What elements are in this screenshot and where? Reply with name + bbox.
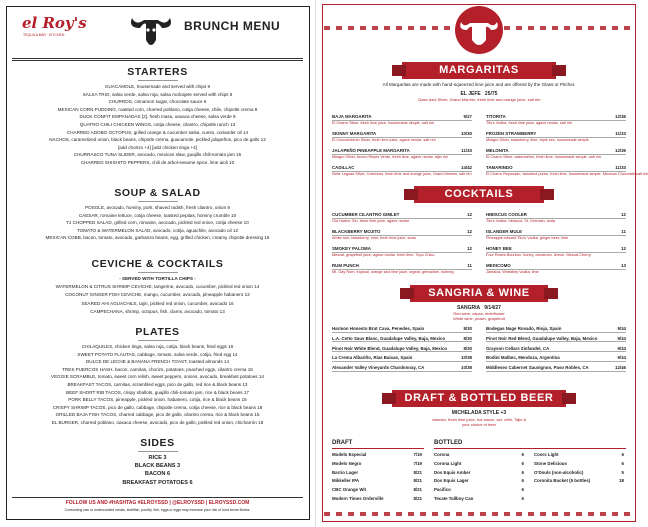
menu-item: SALSA TRIO, salsa verde, salsa roja, salsa molcajete served with chips 6 <box>82 91 233 97</box>
drink-name: Middlesex Cabernet Sauvignon, Paso Robles, CA <box>486 365 589 371</box>
drink-desc: Tito's Vodka, hibiscus, St. Germain, soda <box>486 219 555 223</box>
beer-name: Corona <box>434 452 450 457</box>
section-title: STARTERS <box>127 66 188 78</box>
menu-item: POSOLE, avocado, hominy, pork, shaved radish, fresh cilantro, onion 9 <box>85 205 230 210</box>
divider <box>434 448 626 449</box>
beer-price: 8/21 <box>413 487 422 493</box>
section-title: CEVICHE & COCKTAILS <box>91 258 224 270</box>
michelada-title: MICHELADA STYLE +3 <box>451 410 507 416</box>
beer-price: 8/21 <box>413 478 422 484</box>
menu-item: CHURRASCO TUNA SLIDER, avocado, mexican slaw, guajillo chili-tomato jam 15 <box>73 152 242 158</box>
beer-name: Corona Light <box>434 460 462 466</box>
drink-desc: Siete Leguas Silver, Cointreau, fresh lime and orange juice, Grand Marnier, salt rim <box>332 172 472 176</box>
divider <box>332 448 424 449</box>
brunch-menu-page <box>0 0 316 527</box>
drink-name: HIBISCUS COOLER <box>486 212 527 217</box>
cocktails-header: COCKTAILS <box>414 186 544 203</box>
drink-underline <box>486 351 626 352</box>
drink-underline <box>332 351 472 352</box>
menu-item: BREAKFAST POTATOES 6 <box>122 479 193 486</box>
section-title: SIDES <box>140 437 175 449</box>
drink-name: SKINNY MARGARITA <box>332 131 377 136</box>
drink-desc: El Conocimiento Silver, fresh lime juice, agave nectar, salt rim <box>332 138 436 142</box>
drink-name: RUM PUNCH <box>332 263 359 268</box>
menu-item: BEEF SHORT RIB TACOS, crispy shallots, guajillo chili-tomato jam, rice & black beans 17 <box>66 389 249 395</box>
menu-item: QUATRO CHILI CHICKEN WINGS, cotija cheese, cilantro, chipotle ranch 13 <box>79 122 236 127</box>
menu-item: NACHOS, caramelized onion, black beans, chipotle crema, guacamole, pickled jalapeños, pico de gallo 12 <box>49 137 266 143</box>
drink-name: L.A. Cetto Sauv Blanc, Guadalupe Valley, Baja, Mexico <box>332 335 446 341</box>
beer-price: 6 <box>521 496 524 501</box>
drink-underline <box>486 371 626 372</box>
drink-name: Pinot Noir White Blend, Guadalupe Valley, Baja, Mexico <box>332 345 448 351</box>
drink-price: 12 <box>467 246 472 251</box>
beer-name: Stone Delicious <box>534 460 567 466</box>
menu-item: CHILAQUILES, chicken tinga, salsa roja, cotija, black beans, fried eggs 16 <box>81 344 234 349</box>
menu-item: GRILLED BAJA FISH TACOS, charred cabbage, pico de gallo, cilantro crema, rice & black beans 15 <box>55 412 260 418</box>
section-subtitle: - SERVED WITH TORTILLA CHIPS - <box>119 276 196 281</box>
drink-underline <box>332 341 472 342</box>
drink-name: JALAPEÑO PINEAPPLE MARGARITA <box>332 148 410 153</box>
drink-price: 9/34 <box>617 355 626 361</box>
beer-name: Mikkeller IPA <box>332 478 360 484</box>
menu-item: CHARRED ADOBO OCTOPUS, grilled orange & cucumber salsa, cumin, coriander oil 14 <box>66 129 249 135</box>
beer-price: 6 <box>521 469 524 475</box>
drink-desc: Jamaica, Wheatley Vodka, lime <box>486 270 539 274</box>
drink-desc: El Charro Silver, watermelon, fresh lime, housemade simple, salt rim <box>486 155 602 159</box>
menu-item: SEARED AHI AGUACHILE, tajin, pickled red onion, cucumber, avocado 16 <box>81 300 234 306</box>
beer-price: 7/19 <box>413 460 422 466</box>
menu-item: CHURROS, cinnamon sugar, chocolate sauce 6 <box>108 99 207 105</box>
drink-name: Bodini Malbec, Mendoza, Argentina <box>486 355 560 361</box>
menu-item: TOMATO & WATERMELON SALAD, avocado, cotija, aguachile, avocado oil 12 <box>76 227 239 233</box>
michelada-desc: clamato, fresh lime juice, hot sauce, sal, chile, Tajin & your choice of beer <box>431 417 527 427</box>
section-underline <box>138 451 178 452</box>
beer-price: 6 <box>621 460 624 466</box>
section-title: SOUP & SALAD <box>114 187 201 199</box>
drink-underline <box>332 371 472 372</box>
drink-price: 12/36 <box>615 148 626 153</box>
section-underline <box>138 340 178 341</box>
sangria-header: SANGRIA & WINE <box>410 285 548 302</box>
drink-name: Alexander Valley Vineyards Chardonnay, CA <box>332 365 425 371</box>
beer-name: CBC Orange Wit <box>332 487 367 493</box>
beer-name: Modern Times Orderville <box>332 496 384 501</box>
drink-name: CADILLAC <box>332 165 355 170</box>
divider <box>12 497 303 498</box>
menu-item: COCONUT GINGER FISH CEVICHE, mango, cucumber, avocado, pineapple habanero 12 <box>65 292 250 298</box>
sangria-red-desc: Red wine, cacao, elderflower <box>453 311 505 316</box>
beer-price: 6 <box>521 478 524 484</box>
menu-item: BACON 6 <box>144 471 171 478</box>
beer-name: Coronita Bucket (5 bottles) <box>534 478 591 484</box>
menu-item: RICE 3 <box>148 455 167 461</box>
menu-item: WATERMELON & CITRUS SHRIMP CEVICHE, tangerine, avocado, cucumber, pickled red onion 14 <box>55 284 260 290</box>
drink-price: 11/33 <box>461 148 472 153</box>
skull-emblem-icon <box>444 4 514 56</box>
menu-item: CAESAR, romaine lettuce, cotija cheese, toasted pepitas, hominy crumble 10 <box>78 212 237 218</box>
drink-desc: El Charro Silver, fresh lime juice, housemade simple, salt rim <box>332 121 435 125</box>
beer-price: 6 <box>521 487 524 493</box>
drink-name: SMOKEY PALOMA <box>332 246 371 251</box>
drink-price: 10/30 <box>461 131 472 136</box>
margaritas-intro: All Margaritas are made with hand-squeezed lime juice and are offered by the Glass or Pitcher. <box>382 82 576 87</box>
decorative-pattern-bottom <box>324 512 634 516</box>
drink-desc: El Charro Reposado, tamarind puree, fresh lime, housemade simple, Mexican Chocolate salt rim <box>486 172 648 176</box>
brand-logo: el Roy's <box>22 14 87 32</box>
beer-price: 6 <box>521 452 524 457</box>
drink-price: 12 <box>467 229 472 234</box>
drink-name: MELONITA <box>486 148 509 153</box>
menu-item: CHARRED SHISHITO PEPPERS, chili de arbol-sesame spice, lime aioli 10 <box>80 160 235 165</box>
drink-price: 13 <box>621 263 626 268</box>
bull-skull-icon <box>128 10 174 52</box>
menu-item: MEXICAN COBB, bacon, tomato, avocado, garbanzo beans, egg, grilled chicken, creamy chipotle dressing 16 <box>45 235 270 241</box>
margaritas-header: MARGARITAS <box>402 62 556 79</box>
drink-desc: Milagro Silver, strawberry, lime, triple sec, housemade simple <box>486 138 589 142</box>
drink-price: 10/38 <box>461 365 472 371</box>
drink-name: Bodegas Nage Rosado, Rioja, Spain <box>486 326 562 331</box>
beer-price: 8/21 <box>413 496 422 501</box>
drink-price: 8/30 <box>463 326 472 331</box>
drink-name: CUCUMBER CILANTRO GIMLET <box>332 212 400 217</box>
beer-name: Dos Equis Lager <box>434 478 469 484</box>
drink-price: 9/34 <box>617 335 626 341</box>
beer-price: 6 <box>521 460 524 466</box>
beer-price: 7/19 <box>413 452 422 457</box>
drink-price: 8/30 <box>463 335 472 341</box>
menu-item: GUACAMOLE, housemade and served with chips 9 <box>104 84 211 89</box>
drink-desc: Old Harbor Gin, fresh lime juice, agave nectar <box>332 219 410 223</box>
drink-price: 11 <box>621 229 626 234</box>
menu-item: DULCE DE LECHE & BANANA FRENCH TOAST, toasted almonds 14 <box>85 359 230 365</box>
drink-underline <box>486 341 626 342</box>
drink-name: HONEY BEE <box>486 246 512 251</box>
drink-name: BAJA MARGARITA <box>332 114 372 119</box>
section-underline <box>138 80 178 81</box>
drink-name: Harmon Honesto Brut Cava, Penedes, Spain <box>332 326 425 331</box>
beer-name: Coors Light <box>534 452 559 457</box>
drink-underline <box>332 361 472 362</box>
drink-desc: Mt. Gay Rum, tropical, orange and lime juice, orgeat, grenadine, nutmeg <box>332 270 454 274</box>
drink-price: 9/34 <box>617 345 626 351</box>
sangria-white-desc: White wine, peach, grapefruit <box>453 316 505 321</box>
drink-price: 11 <box>467 263 472 268</box>
drink-desc: Tito's Vodka, fresh lime juice, agave nectar, salt rim <box>486 121 573 125</box>
brand-tagline: TEQUILA BAR · KITCHEN <box>23 33 65 37</box>
drinks-menu-page <box>318 0 648 527</box>
menu-item: DUCK CONFIT EMPANADAS [2], fresh masa, oaxaca cheese, salsa verde 9 <box>79 114 236 120</box>
drink-price: 12/36 <box>615 114 626 119</box>
menu-item: SWEET POTATO FLAUTAS, cabbage, tomato, salsa verde, cotija, fried egg 14 <box>77 351 238 357</box>
drink-underline <box>486 361 626 362</box>
drink-desc: Milagro Silver, Ancho Reyes Verde, fresh lime, agave nectar, tajin rim <box>332 155 449 159</box>
drink-price: 10/38 <box>461 355 472 361</box>
drink-price: 9/34 <box>617 326 626 331</box>
menu-item: TJ CHOPPED SALAD, grilled corn, romaine, avocado, pickled red onion, cotija cheese 10 <box>66 220 249 226</box>
beer-price: 5 <box>621 469 624 475</box>
beer-price: 8/21 <box>413 469 422 475</box>
drink-desc: Mezcal, grapefruit juice, agave nectar, fresh lime, Topo Chico <box>332 253 435 257</box>
drink-name: ISLANDER MULE <box>486 229 523 234</box>
beer-name: Tecate Tallboy Can <box>434 496 474 501</box>
drink-price: 12 <box>621 212 626 217</box>
feature-margarita-desc: Clase Azul Silver, Grand Marnier, fresh lime and orange juice, salt rim <box>417 97 541 102</box>
beer-name: Modelo Negro <box>332 460 362 466</box>
drink-desc: Pineapple-infused Tito's Vodka, ginger beer, lime <box>486 236 568 240</box>
section-underline <box>138 272 178 273</box>
menu-item: BLACK BEANS 3 <box>134 463 181 470</box>
drink-price: 12 <box>467 212 472 217</box>
drink-underline <box>486 332 626 333</box>
drink-underline <box>332 332 472 333</box>
menu-item: BREAKFAST TACOS, carnitas, scrambled eggs, pico de gallo, red rice & black beans 13 <box>67 382 248 387</box>
health-disclaimer: Consuming raw or undercooked meats, shellfish, poultry, fish, eggs or eggs may increase your risk of food borne illness. <box>64 508 251 512</box>
drink-price: 11/33 <box>615 131 626 136</box>
beer-name: O'Douls (non-alcoholic) <box>534 469 584 475</box>
drink-name: La Crema Albariño, Rías Baixas, Spain <box>332 355 413 361</box>
menu-item: CRISPY SHRIMP TACOS, pico de gallo, cabbage, chipotle crema, cotija cheese, rice & black beans 18 <box>52 404 263 410</box>
feature-margarita: EL JEFE 25/75 <box>460 91 498 97</box>
beer-name: Dos Equis Amber <box>434 469 471 475</box>
beer-name: Pacifico <box>434 487 451 493</box>
beer-name: Barrio Lager <box>332 469 359 475</box>
drink-name: Pinot Noir Red Blend, Guadalupe Valley, Baja, Mexico <box>486 335 598 341</box>
drink-price: 8/30 <box>463 345 472 351</box>
drink-price: 12/46 <box>615 365 626 371</box>
drink-price: 9/27 <box>463 114 472 119</box>
menu-item: EL BURGER, charred poblano, oaxaca cheese, avocado, pico de gallo, pickled red onion, chicharrón 18 <box>51 420 264 425</box>
drink-desc: Four Roses Bourbon, honey, cinnamon, lemon, Mezcal Cherry <box>486 253 591 257</box>
drink-name: MEDICOMO <box>486 263 511 268</box>
beer-price: 6 <box>621 452 624 457</box>
drink-name: FROZEN STRAWBERRY <box>486 131 537 136</box>
drink-name: BLACKBERRY MOJITO <box>332 229 381 234</box>
section-title: PLATES <box>135 326 180 338</box>
divider <box>12 58 303 59</box>
sangria-item: SANGRIA 9/14/27 <box>457 305 501 311</box>
bottled-label: BOTTLED <box>434 440 463 446</box>
social-footer: FOLLOW US AND #HASHTAG #ELROYSSD | @ELROYSSD | ELROYSSD.COM <box>65 500 250 506</box>
drink-price: 11/33 <box>615 165 626 170</box>
divider <box>12 60 303 61</box>
beer-header: DRAFT & BOTTLED BEER <box>392 390 566 407</box>
beer-price: 18 <box>619 478 624 484</box>
section-underline <box>138 201 178 202</box>
menu-item: CAMPECHANA, shrimp, octopus, fish, clams, avocado, tomato 13 <box>90 308 225 314</box>
menu-item: [add chorizo +4] [add chicken tinga +4] <box>118 144 197 150</box>
drink-name: TAMARINDO <box>486 165 513 170</box>
menu-item: TRES PUERCOS HASH, bacon, carnitas, chorizo, potatoes, poached eggs, cilantro crema 16 <box>62 366 253 372</box>
drink-desc: White rum, blackberry, mint, fresh lime juice, soda <box>332 236 416 240</box>
drink-name: Grayson Cellars Zinfandel, CA <box>486 345 550 351</box>
menu-item: PORK BELLY TACOS, pineapple, pickled onion, habanero, cotija, rice & black beans 15 <box>68 397 247 403</box>
menu-item: MEXICAN CORN PUDDING, roasted corn, charred poblano, cotija cheese, chile, chipotle crema 8 <box>57 106 258 112</box>
menu-title: BRUNCH MENU <box>184 19 281 33</box>
drink-price: 14/42 <box>461 165 472 170</box>
drink-name: TITORITA <box>486 114 506 119</box>
drink-price: 12 <box>621 246 626 251</box>
draft-label: DRAFT <box>332 440 353 446</box>
menu-item: VEGGIE SCRAMBLE, tomato, sweet corn relish, sweet peppers, onions, avocado, breakfast potatoes 14 <box>51 374 264 380</box>
beer-name: Modelo Especial <box>332 452 367 457</box>
